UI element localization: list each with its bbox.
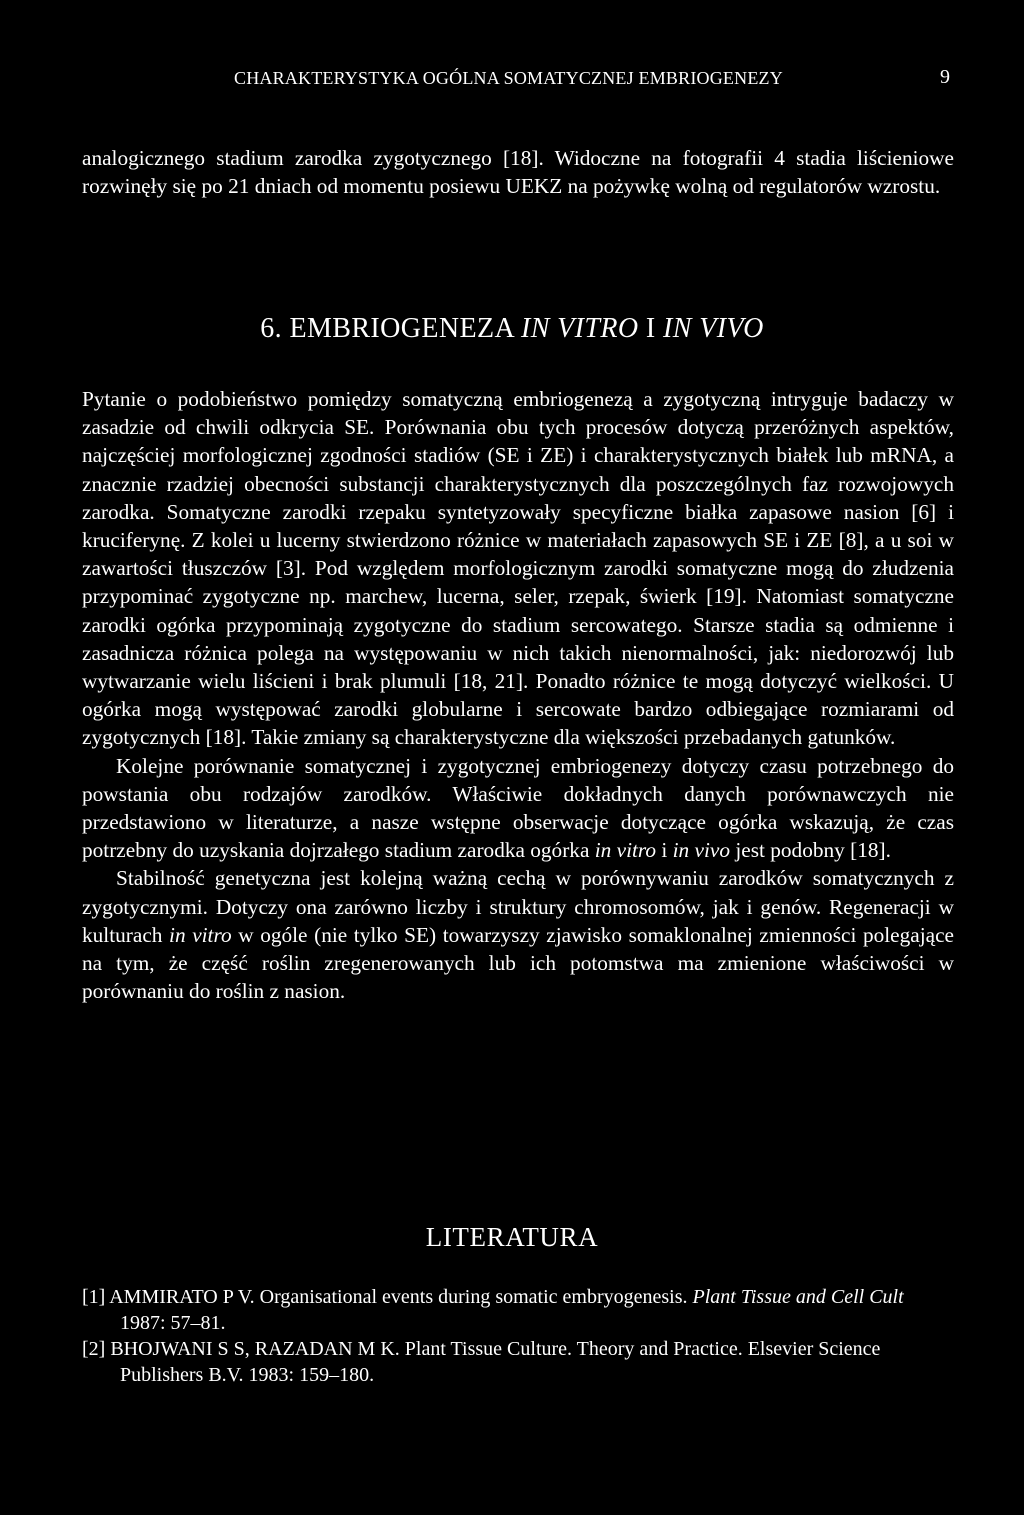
timing-text-mid: i <box>661 838 668 863</box>
timing-text-after: jest podobny [18]. <box>735 838 891 863</box>
stability-text-after: w ogóle (nie tylko SE) towarzyszy zjawisko somaklonalnej zmienności polegające na tym, że część roślin zregenerowanych lub ich potomstwa ma zmienione właściwości w porównaniu do roślin z nasion. <box>82 922 954 1004</box>
page-number: 9 <box>940 66 951 88</box>
section-number: 6. <box>260 313 283 344</box>
body-paragraph-morphology: Pytanie o podobieństwo pomiędzy somatyczną embriogenezą a zygotyczną intryguje badaczy w zasadzie od chwili odkrycia SE. Porównania obu tych procesów dotyczą przeróżnych aspektów, najczęściej morfologicznej zgodności stadiów (SE i ZE) i charakterystycznych białek lub mRNA, a znacznie rzadziej obecności substancji charakterystycznych dla poszczególnych faz rozwojowych zarodka. Somatyczne zarodki rzepaku syntetyzowały specyficzne białka zapasowe nasion [6] i kruciferynę. Z kolei u lucerny stwierdzono różnice w materiałach zapasowych SE i ZE [8], a u soi w zawartości tłuszczów [3]. Pod względem morfologicznym zarodki somatyczne mogą do złudzenia przypominać zygotyczne np. marchew, lucerna, seler, rzepak, świerk [19]. Natomiast somatyczne zarodki ogórka przypominają zygotyczne do stadium sercowatego. Starsze stadia są odmienne i zasadnicza różnica polega na występowaniu w nich takich nienormalności, jak: niedorozwój lub wytwarzanie wielu liścieni i brak plumuli [18, 21]. Ponadto różnice te mogą dotyczyć wielkości. U ogórka mogą występować zarodki globularne i sercowate bardzo odbiegające rozmiarami od zygotycznych [18]. Takie zmiany są charakterystyczne dla większości przebadanych gatunków. <box>82 387 954 750</box>
timing-italic-in-vivo: in vivo <box>672 838 731 863</box>
section-title-italic-1: IN VITRO <box>520 313 639 344</box>
body-paragraph-timing <box>82 752 954 865</box>
section-title-word: EMBRIOGENEZA <box>289 313 514 344</box>
section-heading <box>0 313 1024 345</box>
body-paragraph-stability <box>82 864 954 1005</box>
section-title-conjunction: I <box>645 313 656 344</box>
reference-text: [2] BHOJWANI S S, RAZADAN M K. Plant Tissue Culture. Theory and Practice. Elsevier Science Publishers B.V. 1983: 159–180. <box>82 1338 881 1386</box>
reference-item <box>82 1284 954 1336</box>
literature-heading: LITERATURA <box>425 1222 599 1252</box>
reference-item <box>82 1336 954 1388</box>
reference-pages: 1987: 57–81. <box>120 1312 226 1334</box>
timing-italic-in-vitro: in vitro <box>594 838 657 863</box>
timing-text-before: Kolejne porównanie somatycznej i zygotycznej embriogenezy dotyczy czasu potrzebnego do powstania obu rodzajów zarodków. Właściwie dokładnych danych porównawczych nie przedstawiono w literaturze, a nasze wstępne obserwacje dotyczące ogórka wskazują, że czas potrzebny do uzyskania dojrzałego stadium zarodka ogórka <box>82 753 954 863</box>
reference-journal: Plant Tissue and Cell Cult <box>692 1286 904 1308</box>
stability-italic-in-vitro: in vitro <box>169 922 232 947</box>
running-title: CHARAKTERYSTYKA OGÓLNA SOMATYCZNEJ EMBRIOGENEZY <box>234 68 783 88</box>
running-header <box>0 62 1024 98</box>
intro-paragraph: analogicznego stadium zarodka zygotycznego [18]. Widoczne na fotografii 4 stadia liścieniowe rozwinęły się po 21 dniach od momentu posiewu UEKZ na pożywkę wolną od regulatorów wzrostu. <box>82 146 954 199</box>
stability-text-before: Stabilność genetyczna jest kolejną ważną cechą w porównywaniu zarodków somatycznych z zygotycznymi. Dotyczy ona zarówno liczby i struktury chromosomów, jak i genów. Regeneracji w kulturach <box>82 866 954 947</box>
reference-text: [1] AMMIRATO P V. Organisational events during somatic embryogenesis. <box>82 1286 688 1308</box>
reference-list <box>82 1284 954 1388</box>
section-title-italic-2: IN VIVO <box>663 313 764 344</box>
section-body <box>82 385 954 1005</box>
